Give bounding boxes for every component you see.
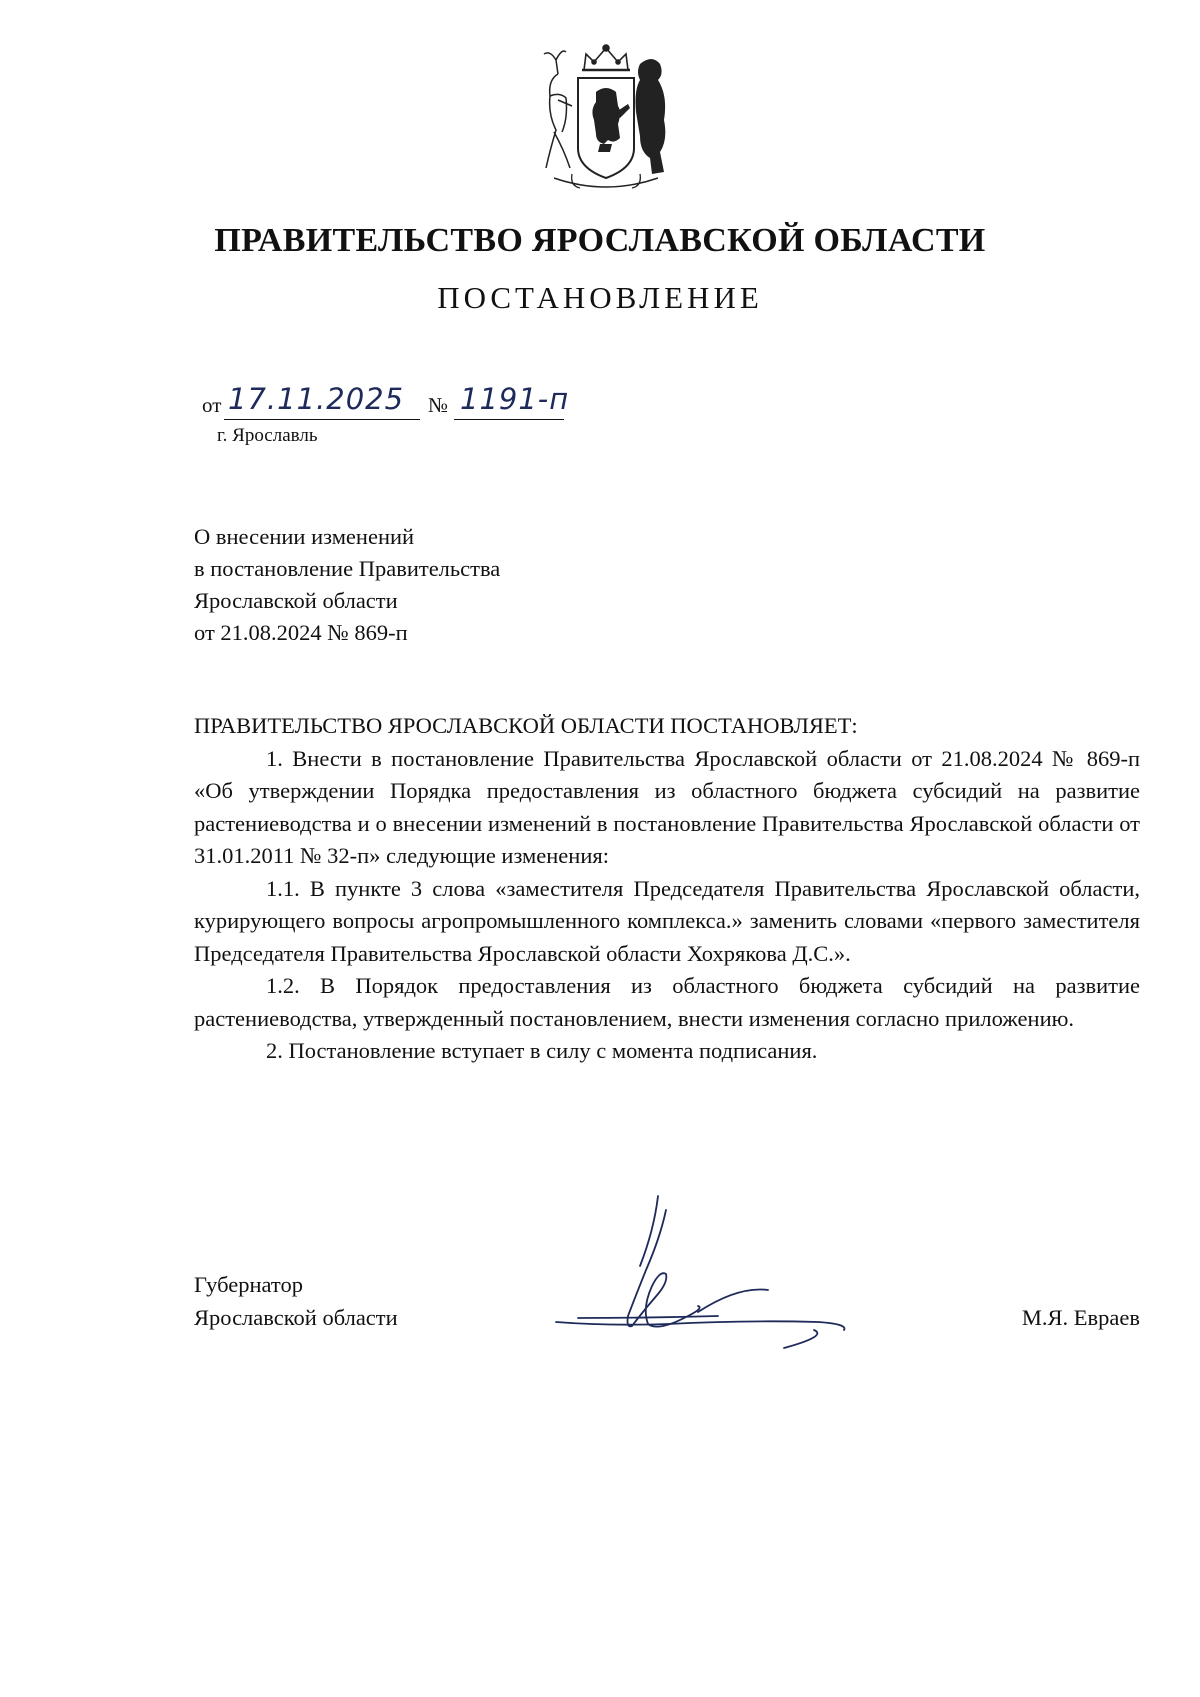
signatory-role-line: Губернатор	[194, 1272, 303, 1297]
date-label: от	[202, 393, 222, 417]
document-subject	[194, 521, 500, 649]
organization-title: ПРАВИТЕЛЬСТВО ЯРОСЛАВСКОЙ ОБЛАСТИ	[214, 222, 986, 259]
signatory-name: М.Я. Евраев	[1021, 1305, 1140, 1330]
number-underline	[454, 419, 564, 420]
city-label: г. Ярославль	[217, 425, 318, 446]
subject-line: от 21.08.2024 № 869-п	[194, 620, 408, 645]
number-label: №	[428, 393, 449, 417]
coat-of-arms-icon	[536, 40, 676, 200]
number-handwritten: 1191-п	[460, 382, 570, 416]
body-paragraph: 1.1. В пункте 3 слова «заместителя Председателя Правительства Ярославской области, курирующего вопросы агропромышленного комплекса.» заменить словами «первого заместителя Председателя Правительства Ярославской области Хохрякова Д.С.».	[194, 875, 1140, 966]
body-paragraph: 1.2. В Порядок предоставления из областного бюджета субсидий на развитие растениеводства, утвержденный постановлением, внести изменения согласно приложению.	[194, 973, 1140, 1031]
handwritten-signature-icon	[548, 1190, 888, 1370]
signatory-role	[194, 1268, 398, 1334]
date-underline	[224, 419, 420, 420]
subject-line: Ярославской области	[194, 588, 398, 613]
subject-line: в постановление Правительства	[194, 556, 501, 581]
date-handwritten: 17.11.2025	[228, 382, 405, 416]
body-paragraph: 1. Внести в постановление Правительства Ярославской области от 21.08.2024 № 869-п «Об утверждении Порядка предоставления из областного бюджета субсидий на развитие растениеводства и о внесении изменений в постановление Правительства Ярославской области от 31.01.2011 № 32-п» следующие изменения:	[194, 745, 1140, 868]
document-type-title: ПОСТАНОВЛЕНИЕ	[437, 280, 763, 315]
body-paragraph: 2. Постановление вступает в силу с момента подписания.	[266, 1038, 818, 1063]
document-body	[194, 710, 1140, 1068]
body-lead: ПРАВИТЕЛЬСТВО ЯРОСЛАВСКОЙ ОБЛАСТИ ПОСТАНОВЛЯЕТ:	[194, 713, 858, 738]
signatory-role-line: Ярославской области	[194, 1305, 398, 1330]
subject-line: О внесении изменений	[194, 524, 415, 549]
